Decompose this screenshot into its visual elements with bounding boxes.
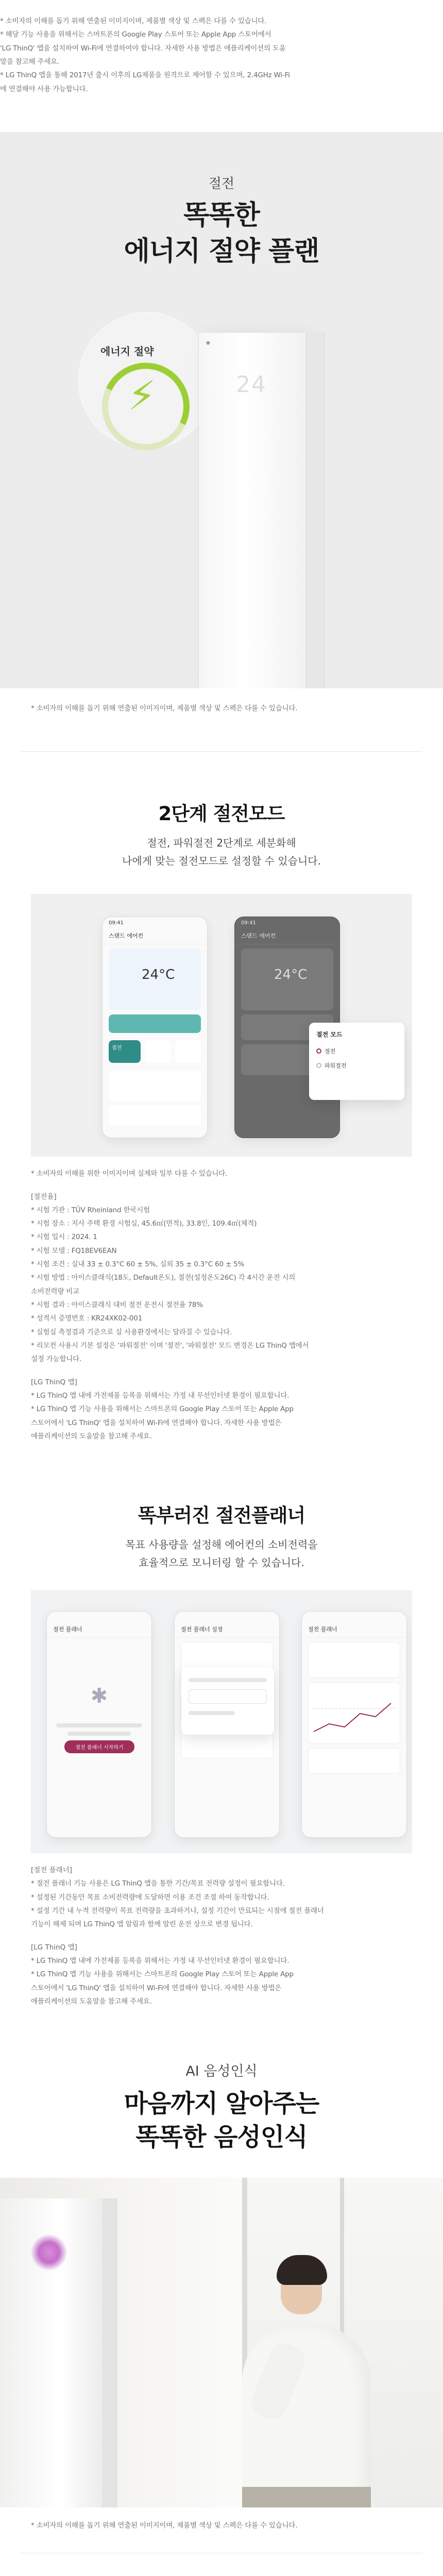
status-time: 09:41 [241,920,256,926]
note-line: * 리모컨 사용시 기본 설정은 '파워절전' 이며 '절전', '파워절전' 모드 변경은 LG ThinQ 앱에서 [31,1341,309,1350]
note-line: * 실험실 측정결과 기준으로 실 사용환경에서는 달라질 수 있습니다. [31,1328,232,1336]
lightning-icon: ⚡ [128,372,156,419]
placeholder-text [67,1732,131,1736]
voice-title-line1: 마음까지 알아주는 [124,2089,319,2119]
voice-eyebrow: AI 음성인식 [185,2063,258,2080]
screen-title: 절전 플래너 설정 [175,1624,279,1638]
note-line: * 성적서 증명번호 : KR24XK02-001 [31,1314,143,1323]
popup-option-power-saving[interactable] [316,1061,397,1070]
note-line: * 소비자의 이해를 돕기 위해 연출된 이미지이며, 제품별 색상 및 스펙은 다를 수 있습니다. [0,17,267,25]
energy-title-line2: 에너지 절약 플랜 [124,235,319,267]
power-saving-mode-section [0,752,443,1157]
planner-screen-start [46,1611,152,1838]
voice-lifestyle-photo [0,2178,443,2507]
note-line: * 시험 장소 : 지사 주택 환경 시험실, 45.6㎡(면적), 33.8인, 109.4㎥(체적) [31,1219,257,1228]
screen-title: 절전 플래너 [47,1624,151,1638]
subtitle-line: 목표 사용량을 설정해 에어컨의 소비전력을 [125,1538,318,1551]
temperature-display: 24 [236,371,267,398]
energy-notes [0,688,443,751]
air-conditioner-side-panel [103,2198,117,2507]
note-line: * LG ThinQ 앱을 통해 2017년 출시 이후의 LG제품을 원격으로 제어할 수 있으며, 2.4GHz Wi-Fi [0,71,290,80]
settings-card [308,1748,400,1774]
voice-title-line2: 똑똑한 음성인식 [135,2123,308,2152]
app-screen-left [102,917,208,1138]
section-subtitle [0,834,443,870]
device-card [241,948,333,1010]
energy-badge: 에너지 절약 [100,345,154,358]
radio-icon [316,1048,321,1054]
popup-option-label: 절전 [325,1048,336,1055]
voice-section [0,2008,443,2507]
note-line: * 소비자의 이해를 돕기 위해 연출된 이미지이며, 제품별 색상 및 스펙은 다를 수 있습니다. [31,704,298,713]
note-line: * 시험 기관 : TÜV Rheinland 한국시험 [31,1206,150,1214]
note-line: * LG ThinQ 앱 기능 사용을 위해서는 스마트폰의 Google Play 스토어 또는 Apple App [31,1970,294,1979]
energy-eyebrow: 절전 [208,176,235,192]
mode-bar[interactable] [109,1014,201,1033]
planner-app-panel [31,1590,412,1853]
note-line: 설정 가능합니다. [31,1355,82,1364]
note-line: 소비전력량 비교 [31,1287,79,1296]
top-notes [0,0,443,132]
mode-button[interactable] [175,1040,201,1063]
usage-line-graph [309,1683,402,1744]
placeholder-text [189,1711,235,1715]
note-line: * 설정 기간 내 누적 전력량이 목표 전력량을 초과하거나, 설정 기간이 만료되는 시점에 절전 플래너 [31,1907,324,1916]
note-line: * 시험 조건 : 실내 33 ± 0.3°C 60 ± 5%, 실외 35 ± 0.3°C 60 ± 5% [31,1260,245,1269]
planner-gear-icon: ✱ [90,1684,108,1708]
subtitle-line: 효율적으로 모니터링 할 수 있습니다. [139,1556,304,1569]
section-title: 2단계 절전모드 [158,803,285,825]
test-heading: [절전율] [31,1192,57,1201]
note-line: * LG ThinQ 앱 내에 가전제품 등록을 위해서는 가정 내 무선인터넷 환경이 필요합니다. [31,1957,289,1965]
planner-notes [0,1853,443,2008]
person-pants [242,2487,371,2507]
energy-title [0,198,443,269]
voice-notes [0,2507,443,2553]
device-card [109,948,201,1010]
mode-button[interactable] [145,1040,171,1063]
usage-chart-card [308,1682,400,1744]
note-line: 에 연결해야 사용 가능합니다. [0,84,88,93]
planner-setting-popup [181,1668,274,1735]
planner-section [0,1443,443,1853]
energy-hero [0,132,443,688]
note-line: * LG ThinQ 앱 내에 가전제품 등록을 위해서는 가정 내 무선인터넷 환경이 필요합니다. [31,1391,289,1400]
section-subtitle [0,1536,443,1572]
setting-card [109,1070,201,1101]
subtitle-line: 나에게 맞는 절전모드로 설정할 수 있습니다. [122,855,321,868]
app-title: 스탠드 에어컨 [103,930,207,944]
note-line: * LG ThinQ 앱 기능 사용을 위해서는 스마트폰의 Google Play 스토어 또는 Apple App [31,1405,294,1414]
note-line: * 소비자의 이해를 돕기 위해 연출된 이미지이며, 제품별 색상 및 스펙은 다를 수 있습니다. [31,2521,298,2530]
popup-title: 절전 모드 [316,1031,343,1039]
note-line: 스토어에서 'LG ThinQ' 앱을 설치하여 Wi-Fi에 연결해야 합니다. 자세한 사용 방법은 [31,1984,282,1992]
chat-section [0,2553,443,2576]
note-line: 기능이 해제 되며 LG ThinQ 앱 알림과 함께 알린 운전 상으로 변경 됩니다. [31,1920,253,1929]
note-line: * 시험 방법 : 아이스클래식(18도, Default온도), 절전(설정온도26C) 각 4시간 운전 시의 [31,1274,296,1282]
planner-screen-report [301,1611,407,1838]
popup-option-label: 파워절전 [325,1062,347,1070]
setting-card [109,1105,201,1126]
voice-title [0,2087,443,2154]
note-line: * 시험 일시 : 2024. 1 [31,1233,97,1242]
target-input[interactable] [189,1689,267,1704]
thinq-heading: [LG ThinQ 앱] [31,1378,77,1386]
popup-option-saving[interactable] [316,1047,397,1055]
placeholder-text [189,1678,267,1682]
radio-icon [316,1063,321,1068]
voice-indicator-light [31,2234,67,2270]
note-line: 애플리케이션의 도움말을 참고해 주세요. [31,1432,152,1440]
mode-app-panel [31,894,412,1157]
lg-logo: ● [206,340,210,346]
planner-heading: [절전 플래너] [31,1866,73,1875]
mode-button-row [103,1037,207,1066]
note-line: 말을 참고해 주세요. [0,57,60,66]
note-line: 애플리케이션의 도움말을 참고해 주세요. [31,1997,152,2006]
status-time: 09:41 [109,920,124,926]
note-line: * 설정된 기간동안 목표 소비전력량에 도달하면 이용 조건 조절 하여 동작합니다. [31,1893,269,1902]
mode-notes [0,1157,443,1443]
placeholder-text [56,1723,142,1727]
note-line: * 시험 모델 : FQ18EV6EAN [31,1246,117,1255]
note-line: * 시험 결과 : 아이스클래식 대비 절전 운전시 절전율 78% [31,1301,203,1309]
start-planner-button[interactable]: 절전 플래너 시작하기 [64,1740,134,1753]
section-title: 똑부러진 절전플래너 [138,1504,305,1527]
usage-summary-card [308,1642,400,1678]
screen-title: 절전 플래너 [302,1624,406,1638]
usage-line [314,1703,391,1732]
note-line: 스토어에서 'LG ThinQ' 앱을 설치하여 Wi-Fi에 연결해야 합니다. 자세한 사용 방법은 [31,1418,282,1427]
app-title: 스탠드 에어컨 [235,930,339,944]
note-line: 'LG ThinQ' 앱을 설치하여 Wi-Fi에 연결하여야 합니다. 자세한 사용 방법은 애플리케이션의 도움 [0,44,286,53]
energy-title-line1: 똑똑한 [183,199,260,231]
air-conditioner-side-panel [307,333,325,688]
current-temp: 24°C [142,967,175,983]
current-temp: 24°C [274,967,308,983]
thinq-heading: [LG ThinQ 앱] [31,1943,77,1952]
note-line: * 절전 플래너 기능 사용은 LG ThinQ 앱을 통한 기간/목표 전력량 설정이 필요합니다. [31,1879,285,1888]
subtitle-line: 절전, 파워절전 2단계로 세분화해 [147,837,296,850]
note-line: * 해당 기능 사용을 위해서는 스마트폰의 Google Play 스토어 또는 Apple App 스토어에서 [0,30,271,39]
note-line: * 소비자의 이해를 위한 이미지이며 실제와 일부 다를 수 있습니다. [31,1170,228,1178]
mode-popup [309,1023,404,1100]
mode-button-saving[interactable]: 절전 [109,1040,141,1063]
